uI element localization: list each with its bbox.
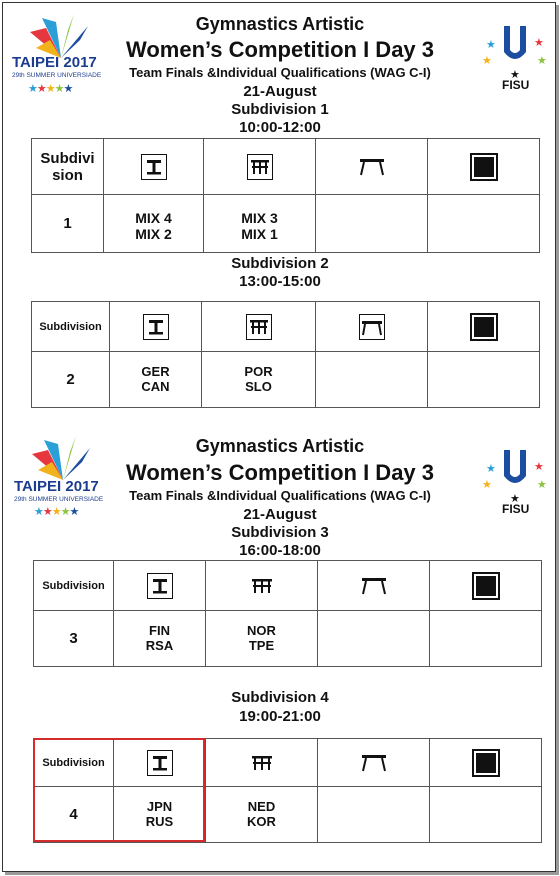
team-name: NED <box>247 798 276 814</box>
team-name: TPE <box>248 637 275 653</box>
empty-cell <box>428 352 540 408</box>
subdivision-title: Subdivision 4 <box>231 689 329 706</box>
vault-icon <box>147 573 173 599</box>
subdivision-header <box>32 139 104 195</box>
logo-tagline: 29th SUMMER UNIVERSIADE <box>12 72 102 79</box>
subdivision-header-part: sion <box>52 166 83 184</box>
competition-title: Women’s Competition I Day 3 <box>125 37 435 62</box>
highlight-box <box>33 738 205 842</box>
empty-cell <box>430 787 542 843</box>
subdivision-title: Subdivision 3 <box>231 524 329 541</box>
logo-stars: ★★★★★ <box>28 83 73 95</box>
team-name: MIX 2 <box>135 225 172 242</box>
competition-title: Women’s Competition I Day 3 <box>125 460 435 485</box>
svg-text:★: ★ <box>482 55 492 67</box>
team-name: MIX 4 <box>135 209 172 226</box>
event-date: 21-August <box>243 506 317 523</box>
subdivision-header: Subdivision <box>34 739 114 787</box>
team-name: MIX 1 <box>241 225 278 242</box>
floor-icon <box>472 572 500 600</box>
empty-cell <box>318 787 430 843</box>
subdivision-number: 2 <box>32 352 110 408</box>
team-name: CAN <box>141 378 170 394</box>
svg-text:★: ★ <box>486 463 496 475</box>
svg-text:★: ★ <box>534 37 544 49</box>
beam-icon <box>358 155 386 179</box>
team-name: JPN <box>146 798 173 814</box>
subdivision-time: 16:00-18:00 <box>239 542 321 559</box>
svg-text:★: ★ <box>482 479 492 491</box>
svg-text:★: ★ <box>510 493 520 504</box>
subdivision-2-table <box>31 301 540 408</box>
team-name: MIX 3 <box>241 209 278 226</box>
floor-icon <box>472 749 500 777</box>
uneven-bars-icon <box>247 154 273 180</box>
svg-text:★: ★ <box>486 39 496 51</box>
subdivision-header: Subdivision <box>32 302 110 352</box>
team-name: SLO <box>245 378 272 394</box>
fisu-label: FISU <box>502 502 530 516</box>
event-date: 21-August <box>243 83 317 100</box>
svg-text:★: ★ <box>537 55 547 67</box>
beam-icon <box>360 574 388 598</box>
subdivision-title: Subdivision 1 <box>231 101 329 118</box>
subdivision-time: 13:00-15:00 <box>239 273 321 290</box>
subdivision-title: Subdivision 2 <box>231 255 329 272</box>
logo-brand: TAIPEI 2017 <box>14 478 99 495</box>
empty-cell <box>318 611 430 667</box>
event-line: Team Finals &Individual Qualifications (WAG C-I) <box>129 488 431 503</box>
empty-cell <box>316 352 428 408</box>
fisu-label: FISU <box>502 78 530 92</box>
vault-icon <box>143 314 169 340</box>
logo-tagline: 29th SUMMER UNIVERSIADE <box>14 496 104 503</box>
uneven-bars-icon <box>246 314 272 340</box>
subdivision-3-table <box>33 560 542 667</box>
subdivision-number: 1 <box>32 195 104 253</box>
team-name: RUS <box>145 813 174 829</box>
team-name: FIN <box>149 622 170 638</box>
svg-text:★: ★ <box>534 461 544 473</box>
subdivision-time: 19:00-21:00 <box>239 708 321 725</box>
team-name: NOR <box>247 622 276 638</box>
logo-brand: TAIPEI 2017 <box>12 54 97 71</box>
page-title: Gymnastics Artistic <box>195 14 365 34</box>
empty-cell <box>316 195 428 253</box>
svg-text:★: ★ <box>510 69 520 80</box>
floor-icon <box>470 153 498 181</box>
subdivision-time: 10:00-12:00 <box>239 119 321 136</box>
beam-icon <box>360 751 388 775</box>
page-title: Gymnastics Artistic <box>195 436 365 456</box>
logo-stars: ★★★★★ <box>34 506 79 518</box>
uneven-bars-icon <box>248 574 276 598</box>
subdivision-number: 4 <box>34 787 114 843</box>
subdivision-1-table <box>31 138 540 253</box>
svg-text:★: ★ <box>537 479 547 491</box>
subdivision-number: 3 <box>34 611 114 667</box>
beam-icon <box>359 314 385 340</box>
empty-cell <box>428 195 540 253</box>
subdivision-header-part: Subdivi <box>40 149 95 167</box>
empty-cell <box>430 611 542 667</box>
floor-icon <box>470 313 498 341</box>
team-name: RSA <box>145 637 174 653</box>
uneven-bars-icon <box>248 751 276 775</box>
subdivision-header: Subdivision <box>34 561 114 611</box>
team-name: KOR <box>247 813 276 829</box>
team-name: GER <box>141 363 170 379</box>
vault-icon <box>141 154 167 180</box>
event-line: Team Finals &Individual Qualifications (WAG C-I) <box>129 65 431 80</box>
team-name: POR <box>244 363 273 379</box>
